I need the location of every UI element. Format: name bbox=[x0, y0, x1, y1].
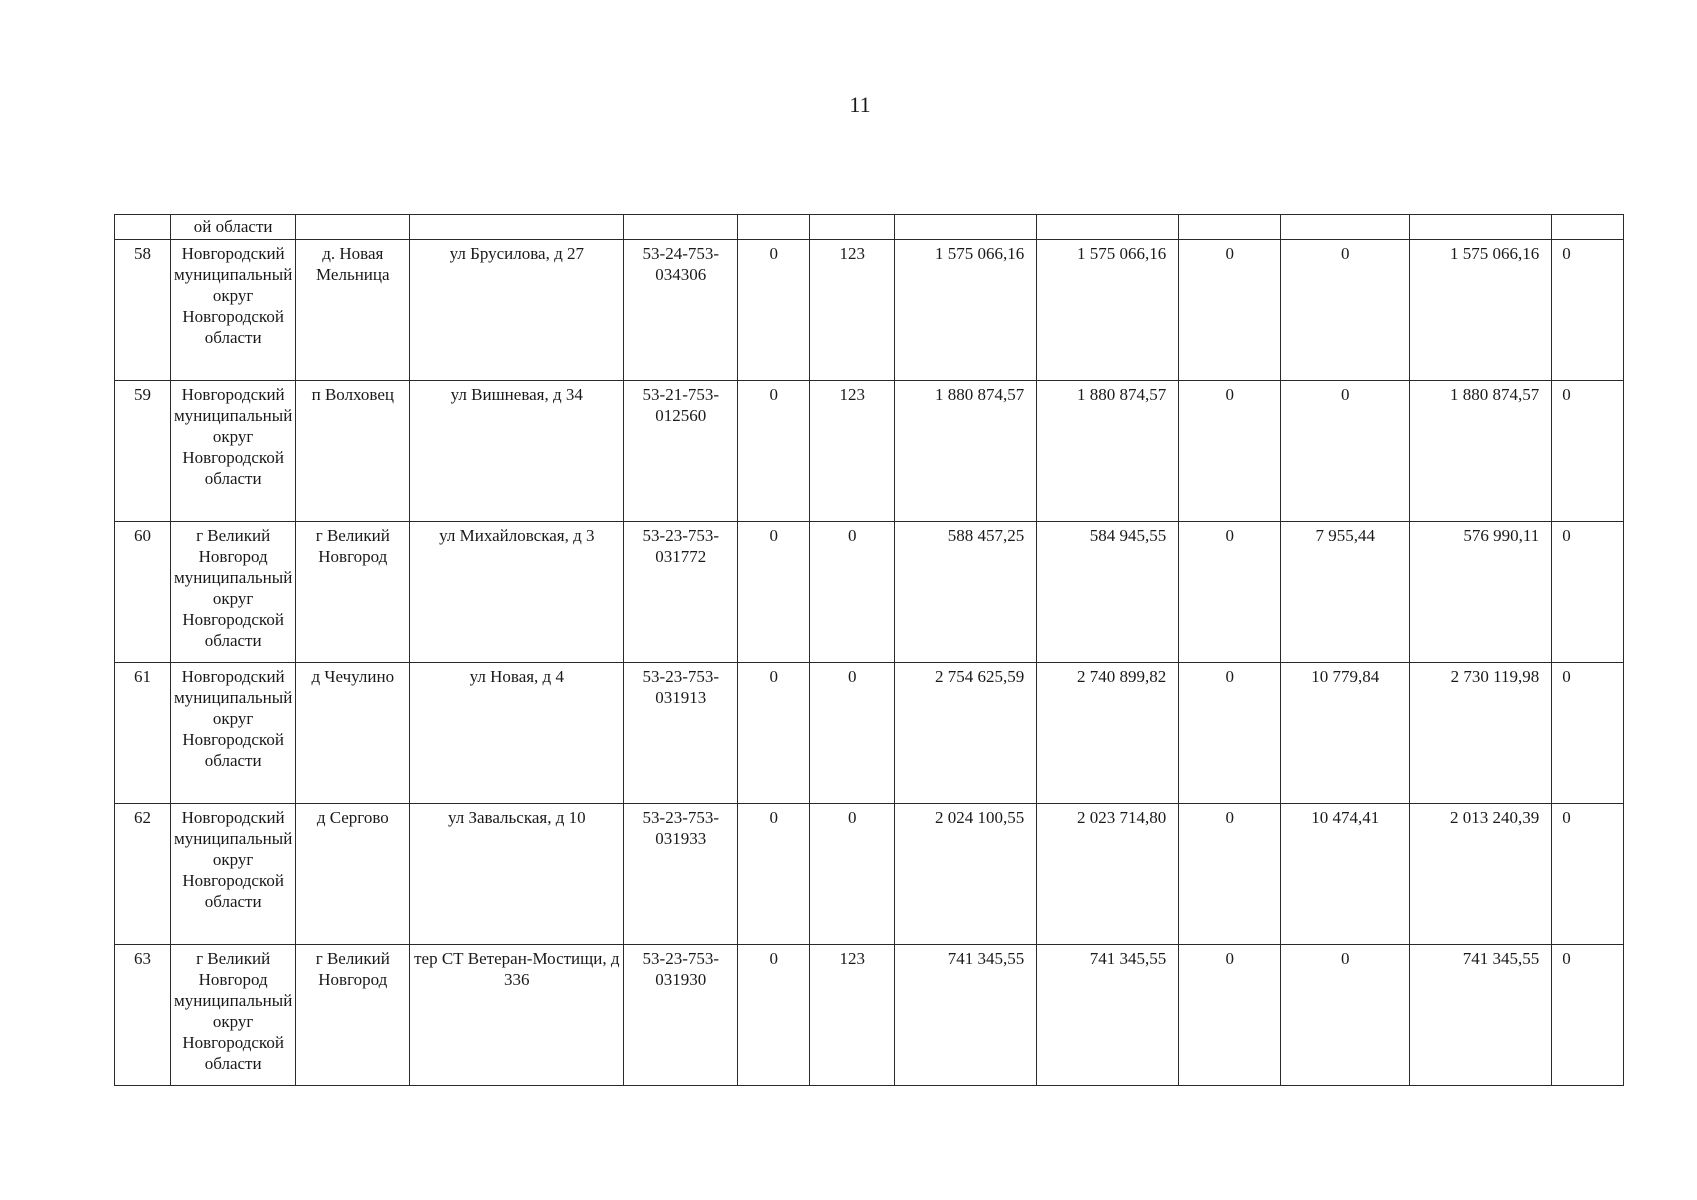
value-cell-10: 0 bbox=[1179, 240, 1281, 381]
table-row bbox=[115, 945, 1624, 1086]
amount-cell-11: 10 779,84 bbox=[1281, 663, 1410, 804]
amount-cell-8: 741 345,55 bbox=[895, 945, 1037, 1086]
code-cell: 53-23-753-031913 bbox=[624, 663, 738, 804]
amount-cell-11: 0 bbox=[1281, 381, 1410, 522]
settlement-cell: д. Новая Мельница bbox=[296, 240, 410, 381]
amount-cell-11: 0 bbox=[1281, 240, 1410, 381]
code-cell: 53-23-753-031772 bbox=[624, 522, 738, 663]
amount-cell-9: 741 345,55 bbox=[1037, 945, 1179, 1086]
table-row bbox=[115, 522, 1624, 663]
row-number-cell: 62 bbox=[115, 804, 171, 945]
address-cell: ул Брусилова, д 27 bbox=[410, 240, 624, 381]
address-cell: ул Вишневая, д 34 bbox=[410, 381, 624, 522]
value-cell-6: 0 bbox=[738, 945, 810, 1086]
municipality-cell: Новгородский муниципальный округ Новгородской области bbox=[171, 240, 296, 381]
value-cell-6: 0 bbox=[738, 663, 810, 804]
settlement-cell: п Волховец bbox=[296, 381, 410, 522]
value-cell-13: 0 bbox=[1552, 522, 1624, 663]
value-cell-13: 0 bbox=[1552, 804, 1624, 945]
municipality-cell: Новгородский муниципальный округ Новгородской области bbox=[171, 381, 296, 522]
value-cell-6: 0 bbox=[738, 522, 810, 663]
value-cell-13: 0 bbox=[1552, 945, 1624, 1086]
value-cell-10: 0 bbox=[1179, 663, 1281, 804]
value-cell-7: 0 bbox=[810, 804, 895, 945]
amount-cell-8: 2 754 625,59 bbox=[895, 663, 1037, 804]
municipality-cell: г Великий Новгород муниципальный округ Новгородской области bbox=[171, 945, 296, 1086]
code-cell: 53-23-753-031933 bbox=[624, 804, 738, 945]
amount-cell-9: 1 880 874,57 bbox=[1037, 381, 1179, 522]
value-cell-6: 0 bbox=[738, 381, 810, 522]
value-cell-7: 0 bbox=[810, 522, 895, 663]
amount-cell-12: 741 345,55 bbox=[1410, 945, 1552, 1086]
code-cell: 53-21-753-012560 bbox=[624, 381, 738, 522]
amount-cell-8: 1 575 066,16 bbox=[895, 240, 1037, 381]
settlement-cell: г Великий Новгород bbox=[296, 522, 410, 663]
table-row bbox=[115, 663, 1624, 804]
amount-cell-12: 1 880 874,57 bbox=[1410, 381, 1552, 522]
amount-cell-11: 7 955,44 bbox=[1281, 522, 1410, 663]
municipality-cell: Новгородский муниципальный округ Новгородской области bbox=[171, 804, 296, 945]
value-cell-10: 0 bbox=[1179, 945, 1281, 1086]
code-cell: 53-24-753-034306 bbox=[624, 240, 738, 381]
amount-cell-12: 576 990,11 bbox=[1410, 522, 1552, 663]
settlement-cell: г Великий Новгород bbox=[296, 945, 410, 1086]
table-row-continuation bbox=[115, 215, 1624, 240]
value-cell-10: 0 bbox=[1179, 804, 1281, 945]
address-cell: тер СТ Ветеран-Мостищи, д 336 bbox=[410, 945, 624, 1086]
value-cell-6: 0 bbox=[738, 240, 810, 381]
value-cell-6: 0 bbox=[738, 804, 810, 945]
value-cell-7: 123 bbox=[810, 381, 895, 522]
amount-cell-9: 584 945,55 bbox=[1037, 522, 1179, 663]
code-cell: 53-23-753-031930 bbox=[624, 945, 738, 1086]
address-cell: ул Новая, д 4 bbox=[410, 663, 624, 804]
amount-cell-9: 1 575 066,16 bbox=[1037, 240, 1179, 381]
row-number-cell: 60 bbox=[115, 522, 171, 663]
row-number-cell: 63 bbox=[115, 945, 171, 1086]
value-cell-7: 123 bbox=[810, 240, 895, 381]
table-row bbox=[115, 381, 1624, 522]
value-cell-7: 0 bbox=[810, 663, 895, 804]
table-row bbox=[115, 240, 1624, 381]
amount-cell-9: 2 023 714,80 bbox=[1037, 804, 1179, 945]
row-number-cell: 61 bbox=[115, 663, 171, 804]
value-cell-10: 0 bbox=[1179, 522, 1281, 663]
municipality-cell: г Великий Новгород муниципальный округ Новгородской области bbox=[171, 522, 296, 663]
amount-cell-8: 588 457,25 bbox=[895, 522, 1037, 663]
amount-cell-11: 10 474,41 bbox=[1281, 804, 1410, 945]
amount-cell-8: 2 024 100,55 bbox=[895, 804, 1037, 945]
amount-cell-11: 0 bbox=[1281, 945, 1410, 1086]
page-number: 11 bbox=[849, 92, 871, 117]
amount-cell-12: 2 013 240,39 bbox=[1410, 804, 1552, 945]
row-number-cell: 58 bbox=[115, 240, 171, 381]
municipality-cell: ой области bbox=[171, 215, 296, 240]
value-cell-13: 0 bbox=[1552, 240, 1624, 381]
value-cell-10: 0 bbox=[1179, 381, 1281, 522]
settlement-cell: д Сергово bbox=[296, 804, 410, 945]
municipality-cell: Новгородский муниципальный округ Новгородской области bbox=[171, 663, 296, 804]
amount-cell-12: 1 575 066,16 bbox=[1410, 240, 1552, 381]
value-cell-7: 123 bbox=[810, 945, 895, 1086]
value-cell-13: 0 bbox=[1552, 663, 1624, 804]
table-row bbox=[115, 804, 1624, 945]
settlement-cell: д Чечулино bbox=[296, 663, 410, 804]
row-number-cell: 59 bbox=[115, 381, 171, 522]
address-cell: ул Завальская, д 10 bbox=[410, 804, 624, 945]
data-table bbox=[114, 214, 1624, 1086]
value-cell-13: 0 bbox=[1552, 381, 1624, 522]
amount-cell-8: 1 880 874,57 bbox=[895, 381, 1037, 522]
amount-cell-12: 2 730 119,98 bbox=[1410, 663, 1552, 804]
address-cell: ул Михайловская, д 3 bbox=[410, 522, 624, 663]
amount-cell-9: 2 740 899,82 bbox=[1037, 663, 1179, 804]
